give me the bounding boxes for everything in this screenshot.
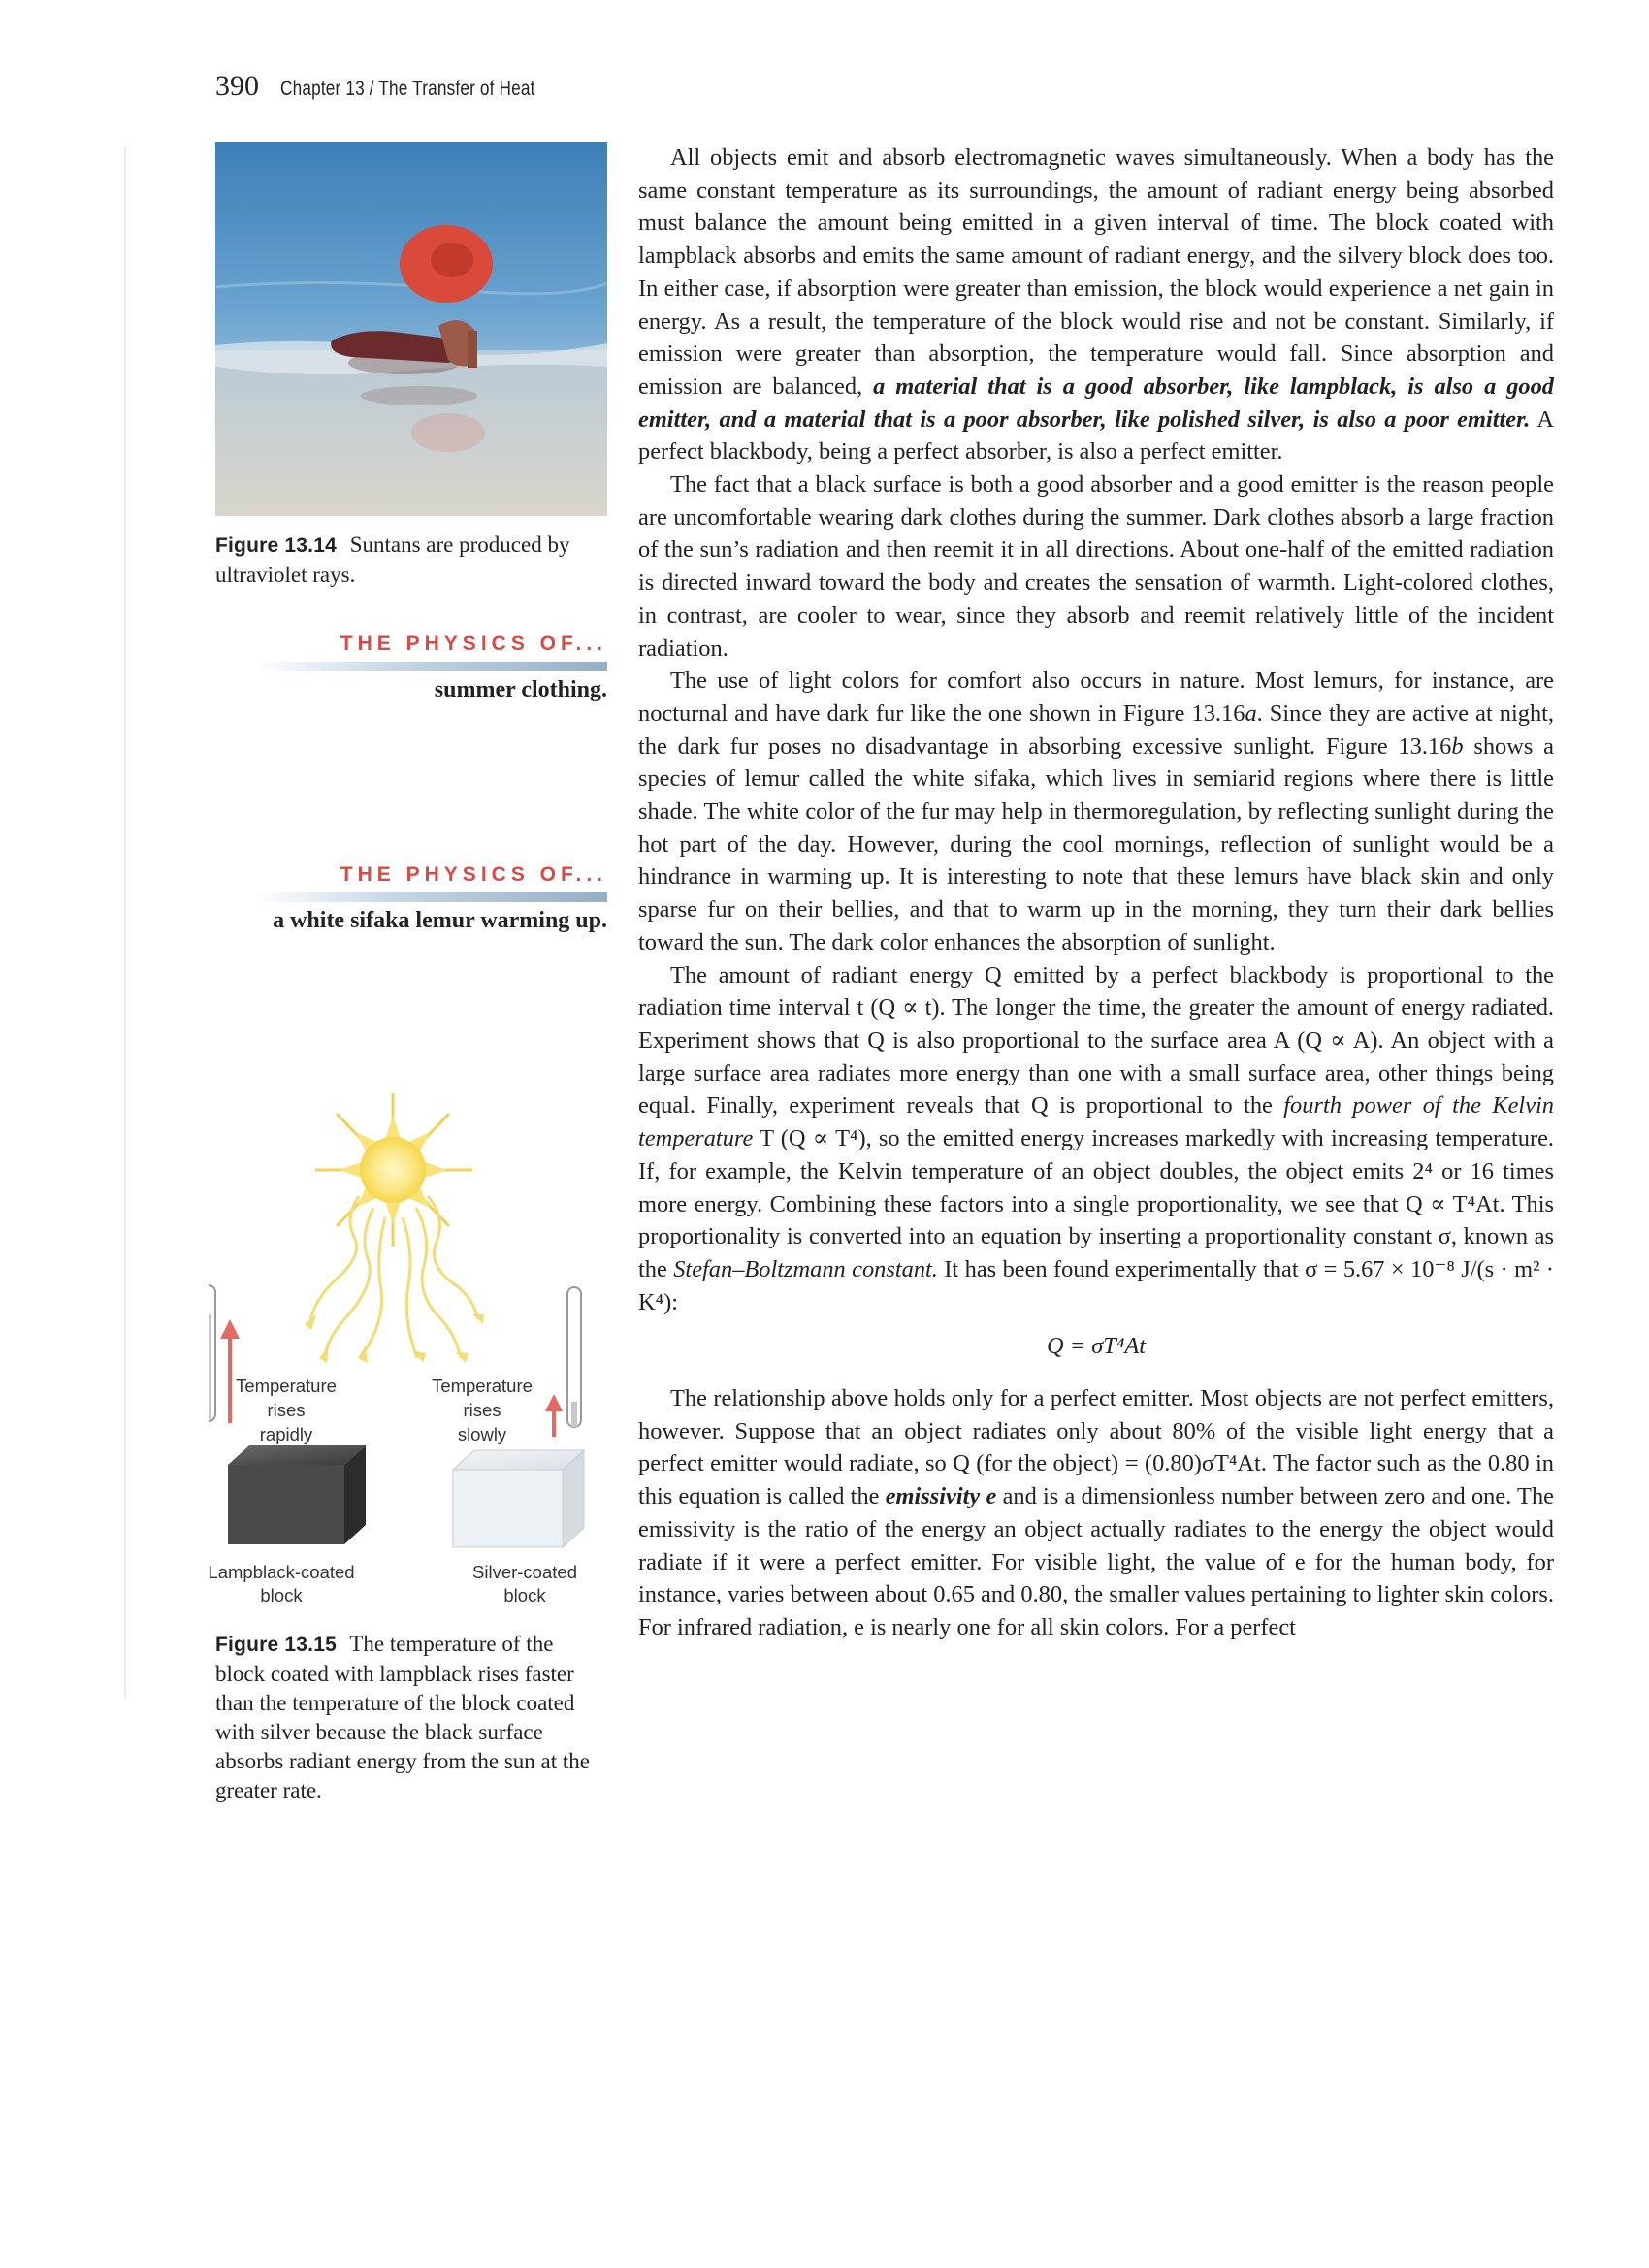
italic-text: a bbox=[1245, 699, 1257, 727]
page-header bbox=[215, 70, 591, 109]
physics-of-topic: a white sifaka lemur warming up. bbox=[273, 908, 607, 933]
sun-icon bbox=[315, 1093, 472, 1247]
lampblack-block bbox=[228, 1445, 366, 1544]
figure-13-15-caption bbox=[215, 1630, 607, 1805]
figure-label: Figure 13.15 bbox=[215, 1634, 337, 1656]
physics-of-heading: THE PHYSICS OF... bbox=[340, 863, 607, 886]
caption-text: The temperature of the block coated with lampblack rises faster than the temperature of the block coated with silver because the black surface absorbs radiant energy from the sun at the greater rate. bbox=[215, 1632, 590, 1802]
emphasized-statement: a material that is a good absorber, like lampblack, is also a good emitter, and a material that is a poor absorber, like polished silver, is also a poor emitter. bbox=[638, 373, 1554, 433]
emphasized-term: emissivity e bbox=[885, 1483, 997, 1510]
text: and is a dimensionless number between zero and one. The emissivity is the ratio of the energy an object actually radiates to the energy the object would radiate if it were a perfect emitter. For visible light, the value of e for the human body, for instance, varies between about 0.65 and 0.80, the smaller values pertaining to lighter skin colors. For infrared radiation, e is nearly one for all skin colors. For a perfect bbox=[638, 1483, 1554, 1640]
right-block-label-line1: Silver-coated bbox=[472, 1562, 577, 1582]
text: The relationship above holds only for a perfect emitter. Most objects are not perfect emitters, however. Suppose that an object radiates only about 80% of the visible light energy that a perfect emitter would radiate, so Q (for the object) = (0.80)σT⁴At. The factor such as the 0.80 in this equation is called the bbox=[638, 1385, 1554, 1510]
main-text bbox=[638, 142, 1554, 1644]
right-note-line1: Temperature bbox=[432, 1376, 533, 1396]
suntan-photo bbox=[215, 142, 607, 516]
right-note-line2: rises bbox=[463, 1400, 501, 1420]
paragraph bbox=[638, 664, 1554, 958]
silver-block bbox=[453, 1450, 584, 1547]
right-block-label-line2: block bbox=[503, 1585, 546, 1605]
italic-text: b bbox=[1451, 732, 1464, 760]
right-note-line3: slowly bbox=[457, 1424, 507, 1444]
left-note-line3: rapidly bbox=[259, 1424, 313, 1444]
text: The amount of radiant energy Q emitted by a perfect blackbody is proportional to the radiation time interval t (Q ∝ t). The longer the time, the greater the amount of energy radiated. Experiment shows that Q is also proportional to the surface area A (Q ∝ A). An object with a large surface area radiates more energy than one with a small surface area, other things being equal. Finally, experiment reveals that Q is proportional to the bbox=[638, 961, 1554, 1119]
text: All objects emit and absorb electromagnetic waves simultaneously. When a body has the same constant temperature as its surroundings, the amount of radiant energy being absorbed must balance the amount being emitted in a given interval of time. The block coated with lampblack absorbs and emits the same amount of radiant energy, and the silvery block does too. In either case, if absorption were greater than emission, the block would experience a net gain in energy. As a result, the temperature of the block would rise and not be constant. Similarly, if emission were greater than absorption, the temperature would fall. Since absorption and emission are balanced, bbox=[638, 145, 1554, 400]
left-note-line1: Temperature bbox=[236, 1376, 337, 1396]
left-note-line2: rises bbox=[267, 1400, 306, 1420]
paragraph bbox=[638, 142, 1554, 469]
physics-of-box-summer bbox=[215, 632, 607, 703]
left-block-label-line2: block bbox=[260, 1585, 303, 1605]
chapter-title: Chapter 13 / The Transfer of Heat bbox=[280, 78, 535, 100]
physics-of-box-lemur bbox=[215, 863, 607, 934]
margin-rule bbox=[124, 146, 126, 1698]
text: It has been found experimentally that σ = 5.67 × 10⁻⁸ J/(s · m² · K⁴): bbox=[638, 1255, 1554, 1315]
text: T (Q ∝ T⁴), so the emitted energy increases markedly with increasing temperature. If, for example, the Kelvin temperature of an object doubles, the object emits 2⁴ or 16 times more energy. Combining these factors into a single proportionality, we see that Q ∝ T⁴At. This proportionality is converted into an equation by inserting a proportionality constant σ, known as the bbox=[638, 1125, 1554, 1282]
text: shows a species of lemur called the white sifaka, which lives in semiarid regions where there is little shade. The white color of the fur may help in thermoregulation, by reflecting sunlight during the hot part of the day. However, during the cool mornings, reflection of sunlight would be a hindrance in warming up. It is interesting to note that these lemurs have black skin and only sparse fur on their bellies, and that to warm up in the morning, they turn their dark bellies toward the sun. The dark color enhances the absorption of sunlight. bbox=[638, 732, 1554, 956]
physics-of-heading: THE PHYSICS OF... bbox=[340, 632, 607, 655]
italic-text: Stefan–Boltzmann constant. bbox=[673, 1255, 938, 1282]
paragraph: The fact that a black surface is both a good absorber and a good emitter is the reason people are uncomfortable wearing dark clothes during the summer. Dark clothes absorb a large fraction of the sun’s radiation and then reemit it in all directions. About one-half of the emitted radiation is directed inward toward the body and creates the sensation of warmth. Light-colored clothes, in contrast, are cooler to wear, since they absorb and reemit relatively little of the incident radiation. bbox=[638, 471, 1554, 662]
figure-label: Figure 13.14 bbox=[215, 535, 337, 557]
physics-of-topic: summer clothing. bbox=[434, 677, 607, 702]
paragraph bbox=[638, 959, 1554, 1319]
caption-text: Suntans are produced by ultraviolet rays. bbox=[215, 533, 570, 587]
blackbody-diagram bbox=[209, 1082, 611, 1625]
figure-13-14-caption bbox=[215, 531, 607, 590]
text: The use of light colors for comfort also occurs in nature. Most lemurs, for instance, are nocturnal and have dark fur like the one shown in Figure 13.16 bbox=[638, 667, 1554, 727]
divider bbox=[254, 662, 607, 671]
paragraph bbox=[638, 1382, 1554, 1644]
divider bbox=[254, 892, 607, 902]
left-block-label-line1: Lampblack-coated bbox=[209, 1562, 355, 1582]
stefan-boltzmann-equation: Q = σT⁴At bbox=[1046, 1333, 1147, 1360]
text: A perfect blackbody, being a perfect absorber, is also a perfect emitter. bbox=[638, 405, 1554, 466]
page-number: 390 bbox=[215, 70, 259, 102]
italic-text: fourth power of the Kelvin temperature bbox=[638, 1092, 1554, 1152]
text: . Since they are active at night, the dark fur poses no disadvantage in absorbing excessive sunlight. Figure 13.16 bbox=[638, 699, 1555, 760]
